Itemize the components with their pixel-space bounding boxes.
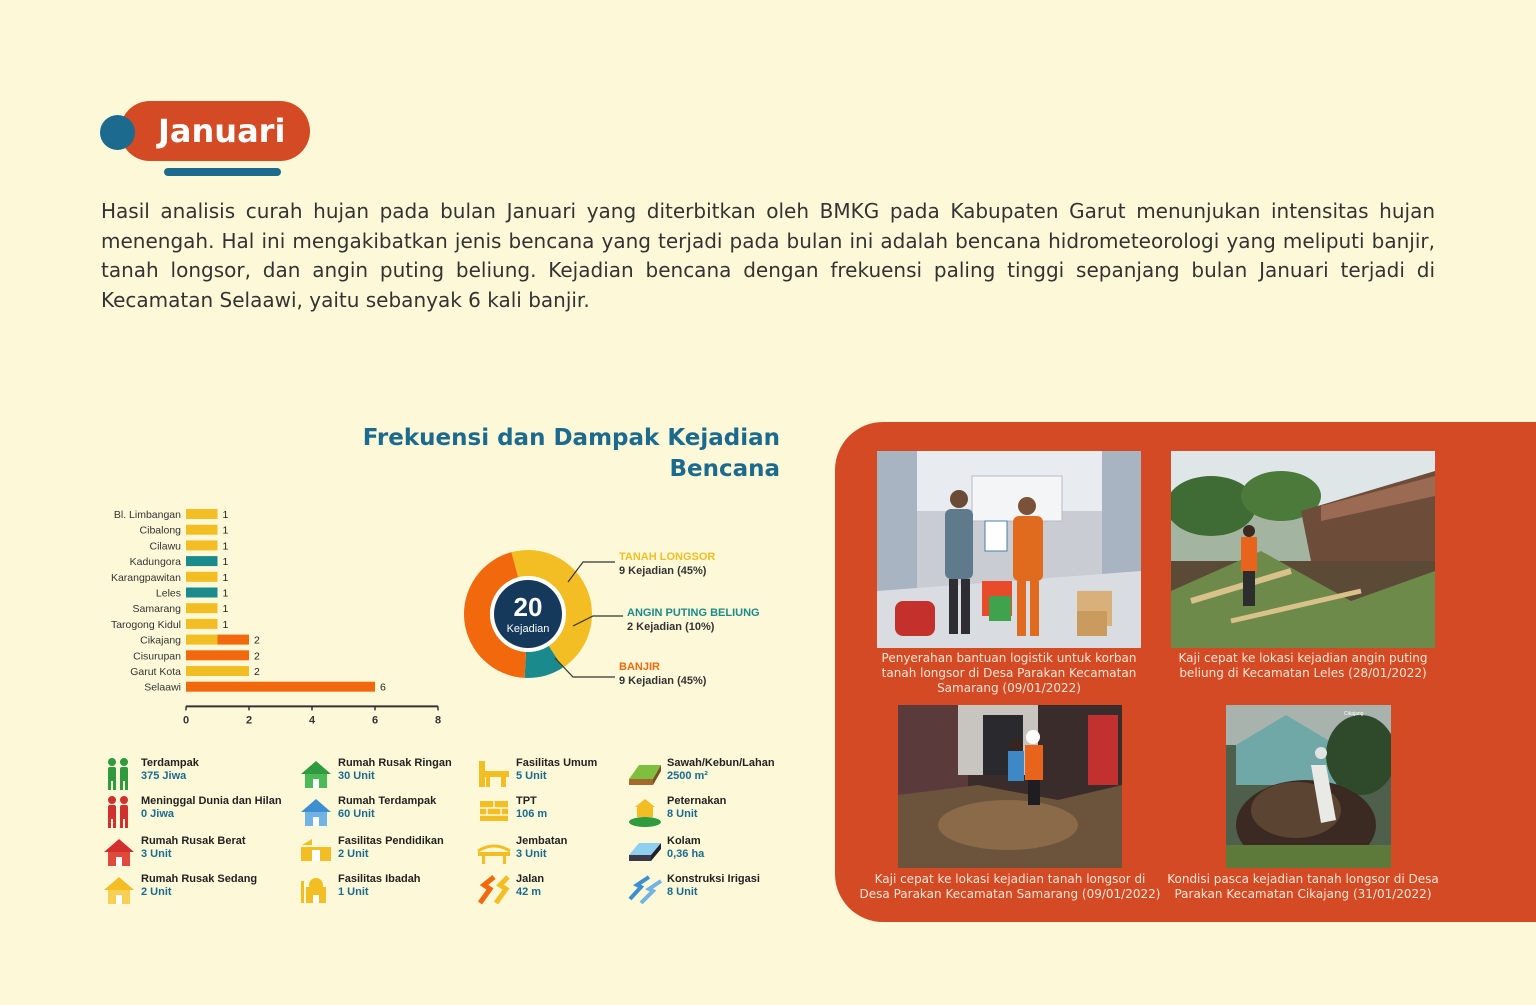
bar-value-label: 1 xyxy=(222,587,229,600)
bar-value-label: 1 xyxy=(222,618,229,631)
photo-wind-damage xyxy=(1171,451,1435,648)
people-red-icon xyxy=(101,795,137,829)
people-green-icon xyxy=(101,757,137,791)
bar-value-label: 2 xyxy=(254,650,260,663)
public-facility-icon xyxy=(476,757,512,791)
donut-slice-detail: 9 Kejadian (45%) xyxy=(619,565,707,577)
mosque-icon xyxy=(298,873,334,907)
bar-value-label: 1 xyxy=(222,556,229,569)
bar-segment xyxy=(186,603,218,613)
impact-value: 2500 m² xyxy=(667,769,708,782)
donut-center-value: 20 xyxy=(513,592,543,622)
road-icon xyxy=(476,873,512,907)
bar-category-label: Cilawu xyxy=(149,540,181,553)
frequency-bar-chart xyxy=(90,500,460,730)
impact-value: 1 Unit xyxy=(338,885,369,898)
chart-title-line1: Frekuensi dan Dampak Kejadian xyxy=(362,425,780,451)
bar-category-label: Bl. Limbangan xyxy=(113,509,181,521)
photo-caption-4: Kondisi pasca kejadian tanah longsor di Desa Parakan Kecamatan Cikajang (31/01/2022) xyxy=(1167,872,1439,901)
bar-x-tick-label: 4 xyxy=(308,714,316,727)
bar-segment xyxy=(218,635,250,645)
impact-item xyxy=(627,757,775,791)
impact-item xyxy=(476,873,544,907)
photo-caption-2: Kaji cepat ke lokasi kejadian angin puting beliung di Kecamatan Leles (28/01/2022) xyxy=(1178,651,1428,680)
bar-x-tick-label: 2 xyxy=(245,714,253,727)
bar-segment xyxy=(186,666,249,676)
impact-label: Peternakan xyxy=(667,795,727,807)
impact-item xyxy=(101,835,246,869)
photo-logistics-handover xyxy=(877,451,1141,648)
svg-text:Cikajang: Cikajang xyxy=(1344,711,1364,717)
bar-value-label: 2 xyxy=(254,634,260,647)
impact-item xyxy=(298,757,452,791)
impact-label: Fasilitas Umum xyxy=(516,757,598,769)
donut-slice-detail: 9 Kejadian (45%) xyxy=(619,675,707,687)
impact-value: 30 Unit xyxy=(338,769,375,782)
bar-segment xyxy=(186,682,375,692)
impact-item xyxy=(627,795,726,829)
impact-item xyxy=(101,795,282,829)
photo-landslide-interior xyxy=(898,705,1122,868)
impact-label: Kolam xyxy=(667,835,701,847)
photo-landslide-cikajang xyxy=(1226,705,1391,868)
donut-slice-detail: 2 Kejadian (10%) xyxy=(627,621,715,633)
month-tag-underline xyxy=(164,168,281,176)
impact-value: 8 Unit xyxy=(667,807,698,820)
bar-segment xyxy=(186,619,218,629)
impact-item xyxy=(476,835,567,869)
impact-item xyxy=(101,873,257,907)
impact-value: 106 m xyxy=(516,807,548,820)
bar-segment xyxy=(186,588,218,598)
impact-label: Meninggal Dunia dan Hilan xyxy=(141,795,282,807)
irrigation-icon xyxy=(627,873,663,907)
bar-x-tick-label: 6 xyxy=(371,714,379,727)
donut-slice-name: ANGIN PUTING BELIUNG xyxy=(627,607,760,619)
impact-value: 3 Unit xyxy=(141,847,172,860)
impact-value: 0 Jiwa xyxy=(141,807,175,820)
impact-value: 60 Unit xyxy=(338,807,375,820)
wall-icon xyxy=(476,795,512,829)
impact-value: 5 Unit xyxy=(516,769,547,782)
impact-label: Rumah Rusak Ringan xyxy=(338,757,452,769)
photo-caption-3: Kaji cepat ke lokasi kejadian tanah longsor di Desa Parakan Kecamatan Samarang (09/01/2022) xyxy=(859,872,1161,901)
impact-item xyxy=(476,795,547,829)
impact-item xyxy=(298,835,444,869)
impact-item xyxy=(298,795,436,829)
impact-value: 2 Unit xyxy=(141,885,172,898)
impact-label: Terdampak xyxy=(141,757,199,769)
bar-category-label: Cibalong xyxy=(139,524,181,537)
impact-label: Rumah Rusak Berat xyxy=(141,835,246,847)
bar-x-tick-label: 0 xyxy=(182,714,190,727)
bar-category-label: Karangpawitan xyxy=(110,571,181,584)
impact-item xyxy=(476,757,597,791)
impact-item xyxy=(627,873,760,907)
impact-label: TPT xyxy=(516,795,537,807)
impact-label: Rumah Rusak Sedang xyxy=(141,873,258,885)
bar-segment xyxy=(186,509,218,519)
bar-segment xyxy=(186,635,218,645)
house-blue-icon xyxy=(298,795,334,829)
house-red-icon xyxy=(101,835,137,869)
donut-slice-name: BANJIR xyxy=(619,661,660,673)
bar-segment xyxy=(186,525,218,535)
photo-caption-1: Penyerahan bantuan logistik untuk korban tanah longsor di Desa Parakan Kecamatan Samarang (09/01/2022) xyxy=(881,651,1137,695)
impact-value: 0,36 ha xyxy=(667,847,705,860)
impact-value: 375 Jiwa xyxy=(141,769,187,782)
bar-category-label: Cikajang xyxy=(140,634,181,647)
bar-segment xyxy=(186,650,249,660)
impact-label: Rumah Terdampak xyxy=(338,795,437,807)
bar-x-tick-label: 8 xyxy=(434,714,442,727)
bar-category-label: Selaawi xyxy=(144,681,181,694)
bar-category-label: Kadungora xyxy=(129,556,181,569)
bar-category-label: Samarang xyxy=(132,603,181,616)
bar-category-label: Garut Kota xyxy=(130,666,181,678)
bridge-icon xyxy=(476,835,512,869)
impact-label: Fasilitas Pendidikan xyxy=(338,835,444,847)
bar-category-label: Tarogong Kidul xyxy=(110,618,181,631)
bar-value-label: 6 xyxy=(380,681,386,694)
impact-value: 3 Unit xyxy=(516,847,547,860)
bar-segment xyxy=(186,556,218,566)
impact-label: Konstruksi Irigasi xyxy=(667,873,760,885)
disaster-type-donut-chart xyxy=(455,540,795,700)
donut-slice-name: TANAH LONGSOR xyxy=(619,551,716,563)
school-icon xyxy=(298,835,334,869)
bar-value-label: 1 xyxy=(222,603,229,616)
bar-value-label: 1 xyxy=(222,540,229,553)
impact-label: Fasilitas Ibadah xyxy=(338,873,421,885)
month-tag xyxy=(120,101,310,161)
bar-value-label: 1 xyxy=(222,524,229,537)
bar-category-label: Leles xyxy=(155,587,181,600)
impact-item xyxy=(101,757,199,791)
field-icon xyxy=(627,757,663,791)
impact-value: 42 m xyxy=(516,885,542,898)
bar-value-label: 1 xyxy=(222,571,229,584)
month-tag-dot xyxy=(100,115,135,150)
house-yellow-icon xyxy=(101,873,137,907)
impact-item xyxy=(627,835,704,869)
bar-category-label: Cisurupan xyxy=(133,650,181,663)
impact-label: Jembatan xyxy=(516,835,568,847)
month-title: Januari xyxy=(158,112,286,150)
bar-segment xyxy=(186,572,218,582)
impact-item xyxy=(298,873,421,907)
farm-icon xyxy=(627,795,663,829)
donut-center-label: Kejadian xyxy=(506,623,550,635)
impact-label: Sawah/Kebun/Lahan xyxy=(667,757,775,769)
pond-icon xyxy=(627,835,663,869)
impact-value: 8 Unit xyxy=(667,885,698,898)
intro-paragraph: Hasil analisis curah hujan pada bulan Januari yang diterbitkan oleh BMKG pada Kabupaten Garut menunjukan intensitas hujan menengah. Hal ini mengakibatkan jenis bencana yang terjadi pada bulan ini adalah bencana hidrometeorologi yang meliputi banjir, tanah longsor, dan angin puting beliung. Kejadian bencana dengan frekuensi paling tinggi sepanjang bulan Januari terjadi di Kecamatan Selaawi, yaitu sebanyak 6 kali banjir. xyxy=(101,199,1435,312)
chart-title-line2: Bencana xyxy=(669,456,780,482)
impact-value: 2 Unit xyxy=(338,847,369,860)
impact-label: Jalan xyxy=(516,873,545,885)
bar-value-label: 2 xyxy=(254,666,260,678)
chart-title xyxy=(300,423,780,485)
bar-value-label: 1 xyxy=(222,509,229,521)
house-green-icon xyxy=(298,757,334,791)
bar-segment xyxy=(186,540,218,550)
